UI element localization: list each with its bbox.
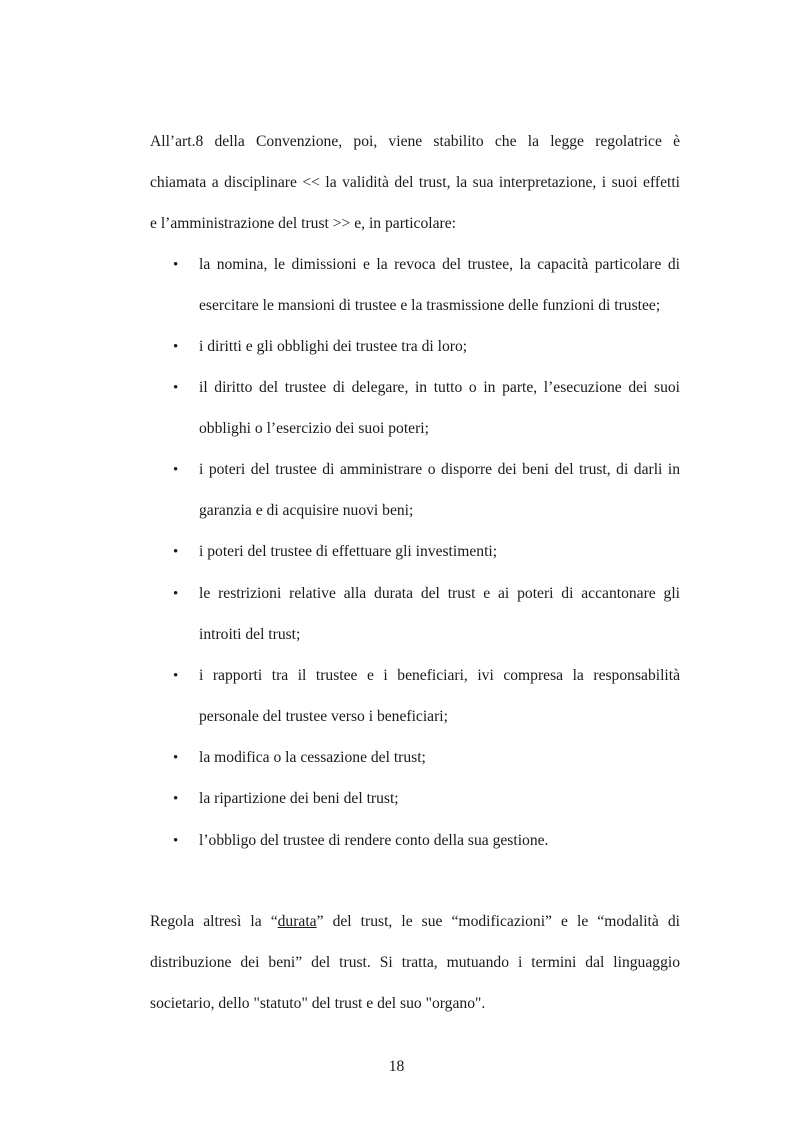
bullet-icon: • [173, 833, 179, 849]
bullet-icon: • [173, 586, 179, 602]
list-item-line-1: l’obbligo del trustee di rendere conto della sua gestione. [199, 832, 549, 849]
closing-line-1-pre: Regola altresì la “ [150, 913, 278, 930]
list-item-line-1: la modifica o la cessazione del trust; [199, 749, 426, 766]
list-item-line-1: i diritti e gli obblighi dei trustee tra di loro; [199, 338, 468, 355]
bullet-icon: • [173, 791, 179, 807]
closing-line-3: societario, dello "statuto" del trust e del suo "organo". [150, 995, 486, 1012]
intro-line-1: All’art.8 della Convenzione, poi, viene stabilito che la legge regolatrice è [150, 133, 680, 150]
underlined-term-durata: durata [277, 913, 317, 930]
list-item-line-2: garanzia e di acquisire nuovi beni; [199, 502, 414, 519]
page-number: 18 [388, 1058, 405, 1075]
list-item-line-1: i poteri del trustee di amministrare o disporre dei beni del trust, di darli in [199, 461, 680, 478]
list-item-line-2: personale del trustee verso i beneficiari; [199, 708, 448, 725]
bullet-icon: • [173, 668, 179, 684]
bullet-icon: • [173, 380, 179, 396]
bullet-icon: • [173, 750, 179, 766]
list-item-line-2: introiti del trust; [199, 626, 301, 643]
bullet-icon: • [173, 257, 179, 273]
intro-line-3: e l’amministrazione del trust >> e, in particolare: [150, 215, 456, 232]
closing-line-1 [150, 911, 680, 933]
closing-line-1-post: ” del trust, le sue “modificazioni” e le “modalità di [316, 913, 680, 930]
list-item-line-1: le restrizioni relative alla durata del trust e ai poteri di accantonare gli [199, 585, 680, 602]
list-item-line-1: la nomina, le dimissioni e la revoca del trustee, la capacità particolare di [199, 256, 680, 273]
list-item-line-1: i rapporti tra il trustee e i beneficiari, ivi compresa la responsabilità [199, 667, 680, 684]
intro-line-2: chiamata a disciplinare << la validità del trust, la sua interpretazione, i suoi effetti [150, 174, 680, 191]
list-item-line-2: esercitare le mansioni di trustee e la trasmissione delle funzioni di trustee; [199, 297, 661, 314]
list-item-line-1: la ripartizione dei beni del trust; [199, 790, 399, 807]
bullet-icon: • [173, 544, 179, 560]
bullet-icon: • [173, 339, 179, 355]
list-item-line-1: i poteri del trustee di effettuare gli investimenti; [199, 543, 498, 560]
list-item-line-2: obblighi o l’esercizio dei suoi poteri; [199, 420, 429, 437]
bullet-icon: • [173, 462, 179, 478]
list-item-line-1: il diritto del trustee di delegare, in tutto o in parte, l’esecuzione dei suoi [199, 379, 680, 396]
closing-line-2: distribuzione dei beni” del trust. Si tratta, mutuando i termini dal linguaggio [150, 954, 680, 971]
